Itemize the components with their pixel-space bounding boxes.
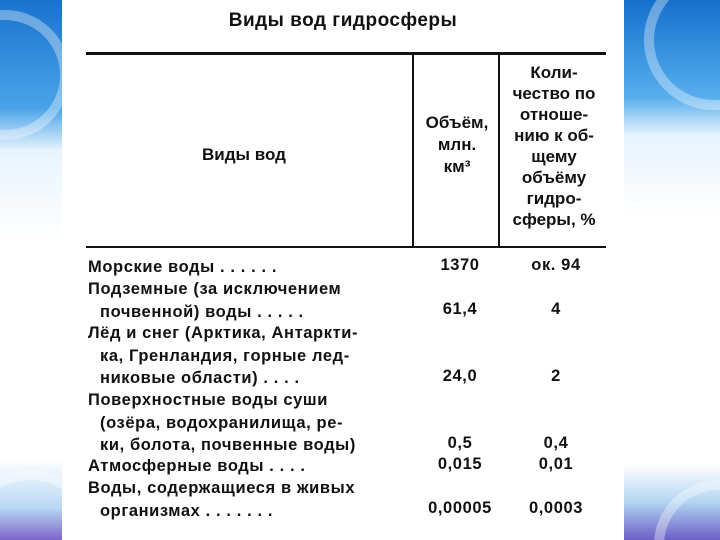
header-volume bbox=[414, 112, 500, 178]
row-percent: 4 bbox=[551, 300, 561, 318]
row-name-line: Атмосферные воды . . . . bbox=[88, 457, 306, 475]
row-name-line: ки, болота, почвенные воды) bbox=[100, 436, 356, 454]
row-name-line: Поверхностные воды суши bbox=[88, 391, 328, 409]
row-name bbox=[88, 477, 410, 522]
row-volume: 0,015 bbox=[437, 455, 483, 473]
header-percent-line: сферы, % bbox=[512, 210, 596, 229]
row-volume: 24,0 bbox=[442, 367, 478, 385]
header-percent-line: щему bbox=[531, 147, 577, 166]
header-volume-line: Объём, bbox=[425, 113, 489, 132]
header-percent-line: гидро- bbox=[526, 189, 582, 208]
row-name-line: организмах . . . . . . . bbox=[100, 501, 274, 520]
background-right-panel bbox=[624, 0, 720, 540]
row-name bbox=[88, 256, 410, 279]
decorative-swirl bbox=[654, 480, 720, 540]
header-percent-line: отноше- bbox=[519, 105, 589, 124]
row-percent: 2 bbox=[551, 367, 561, 385]
row-name-line: Воды, содержащиеся в живых bbox=[88, 479, 356, 497]
background-left-panel bbox=[0, 0, 62, 540]
row-volume: 61,4 bbox=[442, 300, 478, 318]
decorative-swirl bbox=[644, 0, 720, 110]
row-percent: 0,0003 bbox=[528, 499, 584, 517]
row-name-line: (озёра, водохранилища, ре- bbox=[100, 413, 344, 432]
row-name-line: Лёд и снег (Арктика, Антаркти- bbox=[88, 324, 359, 342]
scanned-table-page bbox=[62, 0, 624, 540]
row-name-line: Морские воды . . . . . . bbox=[88, 258, 278, 276]
decorative-swirl bbox=[0, 10, 62, 140]
row-volume: 1370 bbox=[440, 256, 480, 274]
table-title: Виды вод гидросферы bbox=[228, 10, 458, 31]
header-water-types: Виды вод bbox=[202, 145, 286, 164]
row-name-line: никовые области) . . . . bbox=[100, 369, 300, 387]
header-percent-line: нию к об- bbox=[514, 126, 594, 145]
header-percent-line: чество по bbox=[512, 84, 596, 103]
row-percent: ок. 94 bbox=[531, 256, 581, 274]
header-bottom-rule bbox=[86, 246, 606, 248]
header-percent-line: объёму bbox=[521, 168, 587, 187]
row-name bbox=[88, 389, 410, 457]
row-name bbox=[88, 455, 410, 478]
row-percent: 0,4 bbox=[543, 434, 569, 452]
row-percent: 0,01 bbox=[538, 455, 574, 473]
row-name bbox=[88, 322, 410, 390]
row-name-line: Подземные (за исключением bbox=[88, 280, 342, 298]
row-name-line: ка, Гренландия, горные лед- bbox=[100, 346, 350, 365]
header-volume-line: млн. bbox=[437, 135, 477, 154]
row-name-line: почвенной) воды . . . . . bbox=[100, 302, 304, 321]
row-name bbox=[88, 278, 410, 323]
header-volume-line: км³ bbox=[443, 157, 471, 176]
top-rule bbox=[86, 52, 606, 55]
row-volume: 0,00005 bbox=[428, 499, 492, 517]
decorative-swirl bbox=[0, 470, 62, 540]
header-percent bbox=[504, 62, 604, 230]
header-percent-line: Коли- bbox=[530, 63, 578, 82]
row-volume: 0,5 bbox=[447, 434, 473, 452]
